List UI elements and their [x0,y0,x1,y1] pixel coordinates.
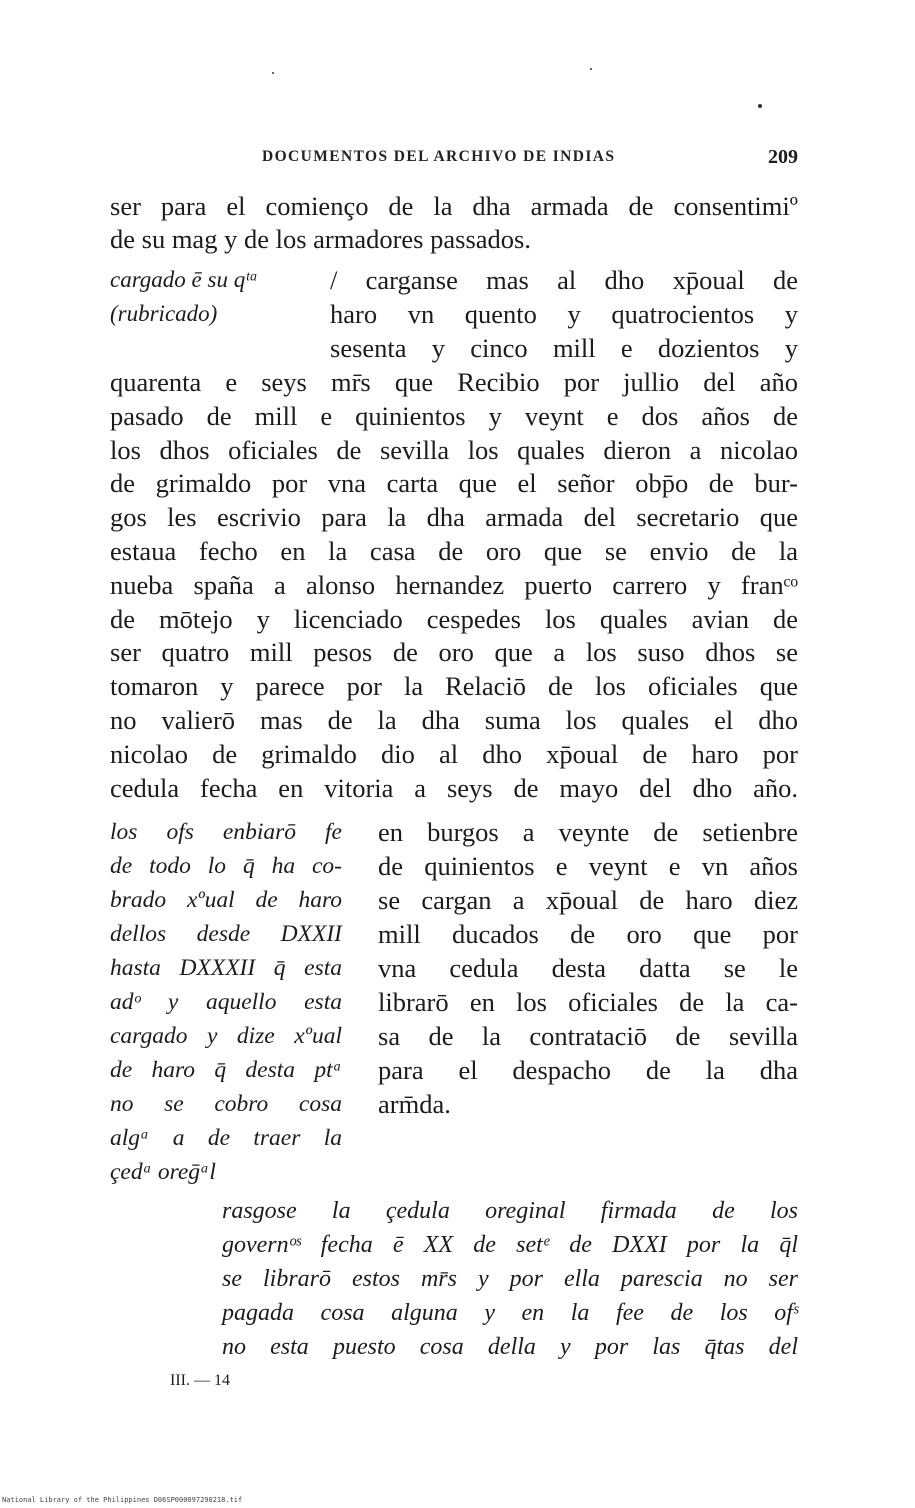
text-line: los dhos oficiales de sevilla los quales dieron a nicolao [110,434,798,465]
note-line: governᵒˢ fecha ē XX de setᵉ de DXXI por la q̄l [222,1232,798,1258]
note-line: rasgose la çedula oreginal firmada de los [222,1198,798,1224]
margin-note-ofs [110,815,342,1195]
margin-line: los ofs enbiarō fe [110,819,342,845]
margin-line: cargado y dize xºual [110,1023,342,1049]
text-line: de mōtejo y licenciado cespedes los quales avian de [110,603,798,634]
note-line: pagada cosa alguna y en la fee de los ofˢ [222,1300,798,1326]
text-line: librarō en los oficiales de la ca- [378,987,798,1017]
text-line: nicolao de grimaldo dio al dho xp̄oual de haro por [110,738,798,769]
scan-credit: National Library of the Philippines D06SP000097290218.tif [2,1496,243,1504]
signature-mark: III. — 14 [170,1372,230,1389]
margin-line: de haro q̄ desta ptᵃ [110,1057,342,1083]
scan-speck [758,104,762,108]
margin-line: adᵒ y aquello esta [110,989,342,1015]
margin-line: brado xºual de haro [110,887,342,913]
text-line: cedula fecha en vitoria a seys de mayo del dho año. [110,772,798,803]
text-line: haro vn quento y quatrocientos y [330,299,798,329]
paragraph-1-indented [330,263,798,367]
text-line: de su mag y de los armadores passados. [110,224,531,254]
text-line: sesenta y cinco mill e dozientos y [330,333,798,363]
text-line: se cargan a xp̄oual de haro diez [378,885,798,915]
margin-line: hasta DXXXII q̄ esta [110,955,342,981]
intro-paragraph [110,189,798,259]
running-title: DOCUMENTOS DEL ARCHIVO DE INDIAS [262,148,616,165]
page-number: 209 [768,146,798,168]
margin-line: dellos desde DXXII [110,921,342,947]
paragraph-1-body [110,365,798,810]
text-line: tomaron y parece por la Relaciō de los oficiales que [110,671,798,702]
note-line: no esta puesto cosa della y por las q̄tas del [222,1334,798,1360]
text-line: pasado de mill e quinientos y veynt e dos años de [110,400,798,431]
note-line: se librarō estos mr̄s y por ella parescia no ser [222,1266,798,1292]
text-line: para el despacho de la dha [378,1055,798,1085]
text-line: / carganse mas al dho xp̄oual de [330,265,798,295]
margin-note-cargado [110,263,320,333]
text-line: ser quatro mill pesos de oro que a los suso dhos se [110,637,798,668]
margin-line: no se cobro cosa [110,1091,342,1117]
scan-speck [272,72,274,74]
text-line: ser para el comienço de la dha armada de consentimiº [110,191,798,221]
margin-line: algᵃ a de traer la [110,1125,342,1151]
scan-speck [590,68,592,70]
text-line: mill ducados de oro que por [378,919,798,949]
margin-line: çedᵃ oreḡᵃl [110,1159,216,1185]
text-line: arm̄da. [378,1089,451,1119]
text-line: quarenta e seys mr̄s que Recibio por jullio del año [110,367,798,397]
bottom-note [222,1194,798,1369]
text-line: vna cedula desta datta se le [378,953,798,983]
margin-line: cargado ē su qᵗᵃ [110,267,259,292]
margin-line: (rubricado) [110,301,218,326]
text-line: no valierō mas de la dha suma los quales el dho [110,705,798,735]
text-line: estaua fecho en la casa de oro que se envio de la [110,536,798,566]
text-line: gos les escrivio para la dha armada del secretario que [110,502,798,533]
text-line: de quinientos e veynt e vn años [378,851,798,881]
text-line: sa de la contrataciō de sevilla [378,1021,798,1051]
margin-line: de todo lo q̄ ha co- [110,853,342,879]
paragraph-2 [378,815,798,1125]
text-line: en burgos a veynte de setienbre [378,817,798,847]
text-line: nueba spaña a alonso hernandez puerto carrero y franᶜᵒ [110,569,798,600]
text-line: de grimaldo por vna carta que el señor obp̄o de bur- [110,468,798,499]
